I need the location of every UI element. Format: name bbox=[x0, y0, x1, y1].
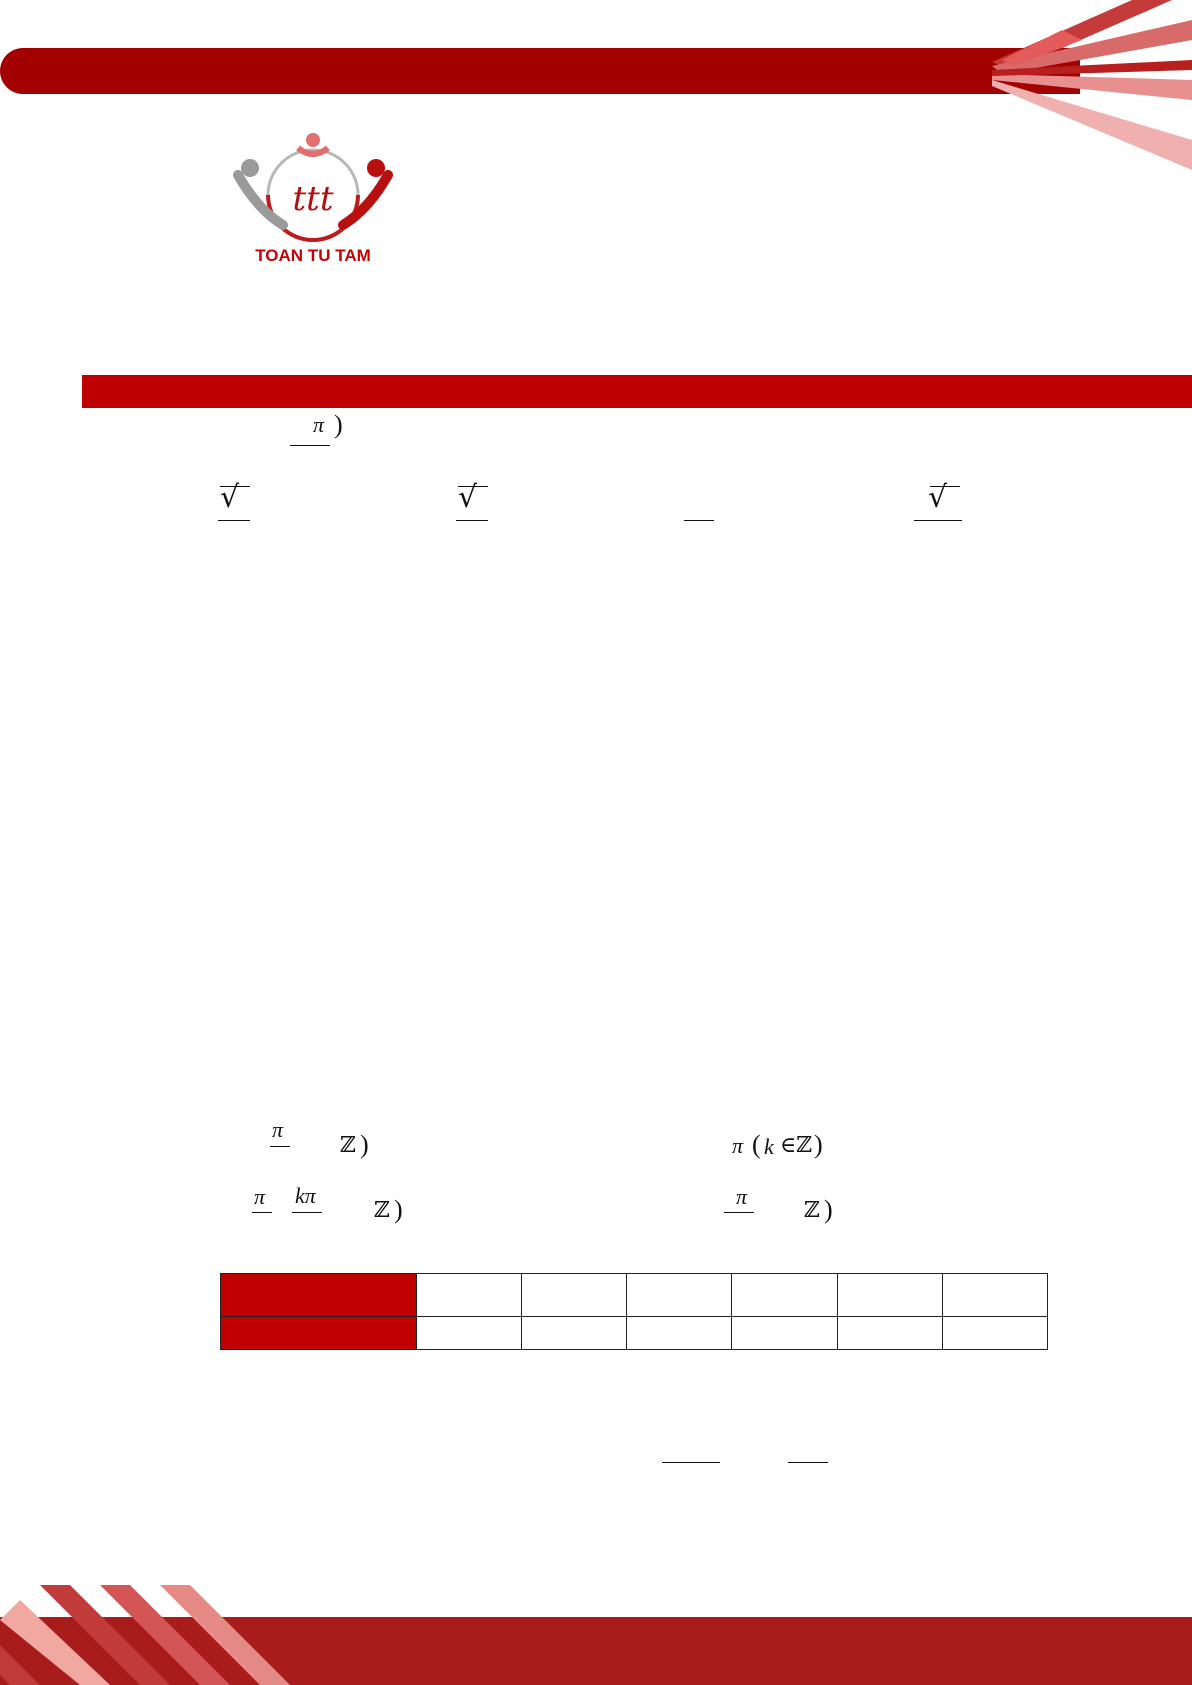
table-header-cell bbox=[221, 1274, 417, 1317]
fraction-bar bbox=[684, 520, 714, 521]
table-row bbox=[221, 1274, 1048, 1317]
math-pi: π bbox=[272, 1117, 284, 1142]
table-cell bbox=[627, 1317, 732, 1350]
fraction-bar bbox=[456, 520, 488, 521]
table-cell bbox=[837, 1317, 942, 1350]
fraction-bar bbox=[724, 1212, 754, 1213]
table-cell bbox=[417, 1274, 522, 1317]
math-rparen: ) bbox=[814, 1130, 823, 1159]
math-z: ℤ bbox=[374, 1198, 391, 1223]
table-header-cell bbox=[221, 1317, 417, 1350]
math-pi: π bbox=[254, 1184, 266, 1209]
fraction-bar bbox=[290, 445, 330, 446]
fraction-bar bbox=[218, 520, 250, 521]
math-kpi: kπ bbox=[295, 1183, 316, 1208]
table-cell bbox=[522, 1317, 627, 1350]
svg-text:ttt: ttt bbox=[292, 179, 334, 219]
fraction-bar bbox=[252, 1212, 272, 1213]
table-cell bbox=[942, 1317, 1047, 1350]
fraction-bar bbox=[788, 1462, 828, 1463]
math-rparen: ) bbox=[394, 1195, 403, 1224]
value-table bbox=[220, 1273, 1048, 1350]
section-header-bar bbox=[82, 375, 1192, 408]
table-cell bbox=[417, 1317, 522, 1350]
table-cell bbox=[837, 1274, 942, 1317]
fraction-bar bbox=[662, 1462, 720, 1463]
table-cell bbox=[522, 1274, 627, 1317]
math-rparen: ) bbox=[360, 1130, 369, 1159]
sqrt-overline bbox=[458, 486, 488, 487]
math-pi: π bbox=[736, 1184, 748, 1209]
footer-stripes-decoration bbox=[0, 1585, 290, 1685]
math-pi: π bbox=[313, 412, 325, 437]
math-pi: π bbox=[732, 1133, 744, 1158]
logo-wordmark: TOAN TU TAM bbox=[255, 246, 371, 265]
sqrt-overline bbox=[220, 486, 250, 487]
table-cell bbox=[942, 1274, 1047, 1317]
fraction-bar bbox=[292, 1212, 322, 1213]
math-z: ℤ bbox=[804, 1198, 821, 1223]
sqrt-overline bbox=[930, 486, 960, 487]
fraction-bar bbox=[270, 1146, 290, 1147]
math-k: k bbox=[764, 1134, 774, 1159]
math-rparen: ) bbox=[334, 410, 343, 439]
math-rparen: ) bbox=[824, 1195, 833, 1224]
math-sqrt: √ bbox=[220, 480, 240, 515]
table-row bbox=[221, 1317, 1048, 1350]
math-sqrt: √ bbox=[458, 480, 478, 515]
table-cell bbox=[732, 1317, 837, 1350]
table-cell bbox=[732, 1274, 837, 1317]
header-rays-decoration bbox=[972, 0, 1192, 180]
header-band bbox=[0, 48, 1080, 94]
math-sqrt: √ bbox=[928, 480, 948, 515]
fraction-bar bbox=[914, 520, 962, 521]
table-cell bbox=[627, 1274, 732, 1317]
math-in-z: ∈ℤ bbox=[780, 1133, 813, 1158]
math-z: ℤ bbox=[340, 1133, 357, 1158]
math-lparen: ( bbox=[752, 1130, 761, 1159]
